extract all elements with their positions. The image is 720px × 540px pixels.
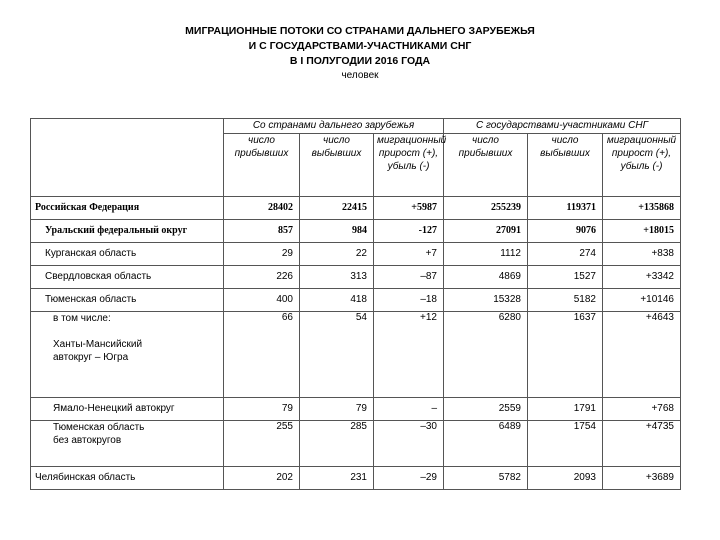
cell-far-net: –18 [374, 289, 444, 312]
header-cis-departures: число выбывших [528, 134, 603, 197]
cell-cis-out: 1527 [528, 266, 603, 289]
cell-cis-out: 1791 [528, 398, 603, 421]
table-row [31, 266, 681, 289]
migration-table [30, 118, 681, 490]
cell-far-in: 857 [224, 220, 300, 243]
cell-cis-net: +10146 [603, 289, 681, 312]
cell-cis-in: 2559 [444, 398, 528, 421]
cell-cis-net: +838 [603, 243, 681, 266]
header-group-cis: С государствами-участниками СНГ [444, 119, 681, 134]
row-name: Тюменская область [31, 289, 224, 312]
row-name: Курганская область [31, 243, 224, 266]
cell-far-net: –29 [374, 467, 444, 490]
row-name: Ямало-Ненецкий автокруг [31, 398, 224, 421]
header-empty-cell [31, 119, 224, 197]
cell-cis-out: 1637 [528, 312, 603, 398]
table-row [31, 467, 681, 490]
row-name-prefix: в том числе: [53, 313, 111, 324]
cell-far-out: 22 [300, 243, 374, 266]
table-row [31, 398, 681, 421]
cell-cis-net: +768 [603, 398, 681, 421]
cell-far-net: +7 [374, 243, 444, 266]
cell-far-net: +5987 [374, 197, 444, 220]
row-name: Свердловская область [31, 266, 224, 289]
row-name-line2: автокруг – Югра [53, 352, 129, 363]
row-name [31, 421, 224, 467]
cell-cis-out: 274 [528, 243, 603, 266]
table-row [31, 289, 681, 312]
table-row [31, 312, 681, 398]
cell-far-in: 400 [224, 289, 300, 312]
cell-far-in: 255 [224, 421, 300, 467]
row-name [31, 312, 224, 398]
row-name-line1: Ханты-Мансийский [53, 339, 143, 350]
header-group-far-abroad: Со странами дальнего зарубежья [224, 119, 444, 134]
cell-cis-net: +4735 [603, 421, 681, 467]
cell-cis-in: 4869 [444, 266, 528, 289]
cell-cis-out: 119371 [528, 197, 603, 220]
title-line-3: В I ПОЛУГОДИИ 2016 ГОДА [289, 55, 431, 67]
table-row [31, 421, 681, 467]
row-name-line1: Тюменская область [53, 422, 145, 433]
cell-cis-out: 1754 [528, 421, 603, 467]
header-far-arrivals: число прибывших [224, 134, 300, 197]
cell-far-in: 66 [224, 312, 300, 398]
cell-far-in: 28402 [224, 197, 300, 220]
cell-cis-in: 5782 [444, 467, 528, 490]
cell-far-out: 79 [300, 398, 374, 421]
cell-far-net: – [374, 398, 444, 421]
cell-far-out: 22415 [300, 197, 374, 220]
cell-far-out: 984 [300, 220, 374, 243]
table-row [31, 220, 681, 243]
cell-far-net: –30 [374, 421, 444, 467]
cell-cis-in: 1112 [444, 243, 528, 266]
table-row [31, 197, 681, 220]
header-cis-arrivals: число прибывших [444, 134, 528, 197]
cell-far-net: -127 [374, 220, 444, 243]
cell-far-net: –87 [374, 266, 444, 289]
cell-cis-out: 5182 [528, 289, 603, 312]
cell-far-net: +12 [374, 312, 444, 398]
cell-far-out: 285 [300, 421, 374, 467]
cell-cis-net: +3689 [603, 467, 681, 490]
title-line-2: И С ГОСУДАРСТВАМИ-УЧАСТНИКАМИ СНГ [248, 40, 472, 52]
cell-far-in: 79 [224, 398, 300, 421]
cell-far-out: 54 [300, 312, 374, 398]
cell-cis-in: 27091 [444, 220, 528, 243]
table-row [31, 243, 681, 266]
row-name: Уральский федеральный округ [31, 220, 224, 243]
row-name-line2: без автокругов [53, 435, 122, 446]
unit-label: человек [341, 70, 379, 81]
cell-far-out: 313 [300, 266, 374, 289]
row-name: Челябинская область [31, 467, 224, 490]
header-cis-net: миграционный прирост (+), убыль (-) [603, 134, 681, 197]
cell-cis-net: +3342 [603, 266, 681, 289]
cell-cis-net: +4643 [603, 312, 681, 398]
cell-cis-net: +18015 [603, 220, 681, 243]
cell-cis-in: 6280 [444, 312, 528, 398]
cell-cis-out: 2093 [528, 467, 603, 490]
cell-far-out: 231 [300, 467, 374, 490]
header-group-row [31, 119, 681, 134]
page-title [0, 24, 720, 69]
header-far-departures: число выбывших [300, 134, 374, 197]
cell-cis-in: 6489 [444, 421, 528, 467]
title-line-1: МИГРАЦИОННЫЕ ПОТОКИ СО СТРАНАМИ ДАЛЬНЕГО ЗАРУБЕЖЬЯ [185, 25, 535, 37]
cell-far-in: 202 [224, 467, 300, 490]
header-far-net: миграционный прирост (+), убыль (-) [374, 134, 444, 197]
cell-far-out: 418 [300, 289, 374, 312]
cell-far-in: 29 [224, 243, 300, 266]
cell-cis-in: 255239 [444, 197, 528, 220]
cell-cis-out: 9076 [528, 220, 603, 243]
cell-cis-net: +135868 [603, 197, 681, 220]
row-name: Российская Федерация [31, 197, 224, 220]
cell-cis-in: 15328 [444, 289, 528, 312]
cell-far-in: 226 [224, 266, 300, 289]
